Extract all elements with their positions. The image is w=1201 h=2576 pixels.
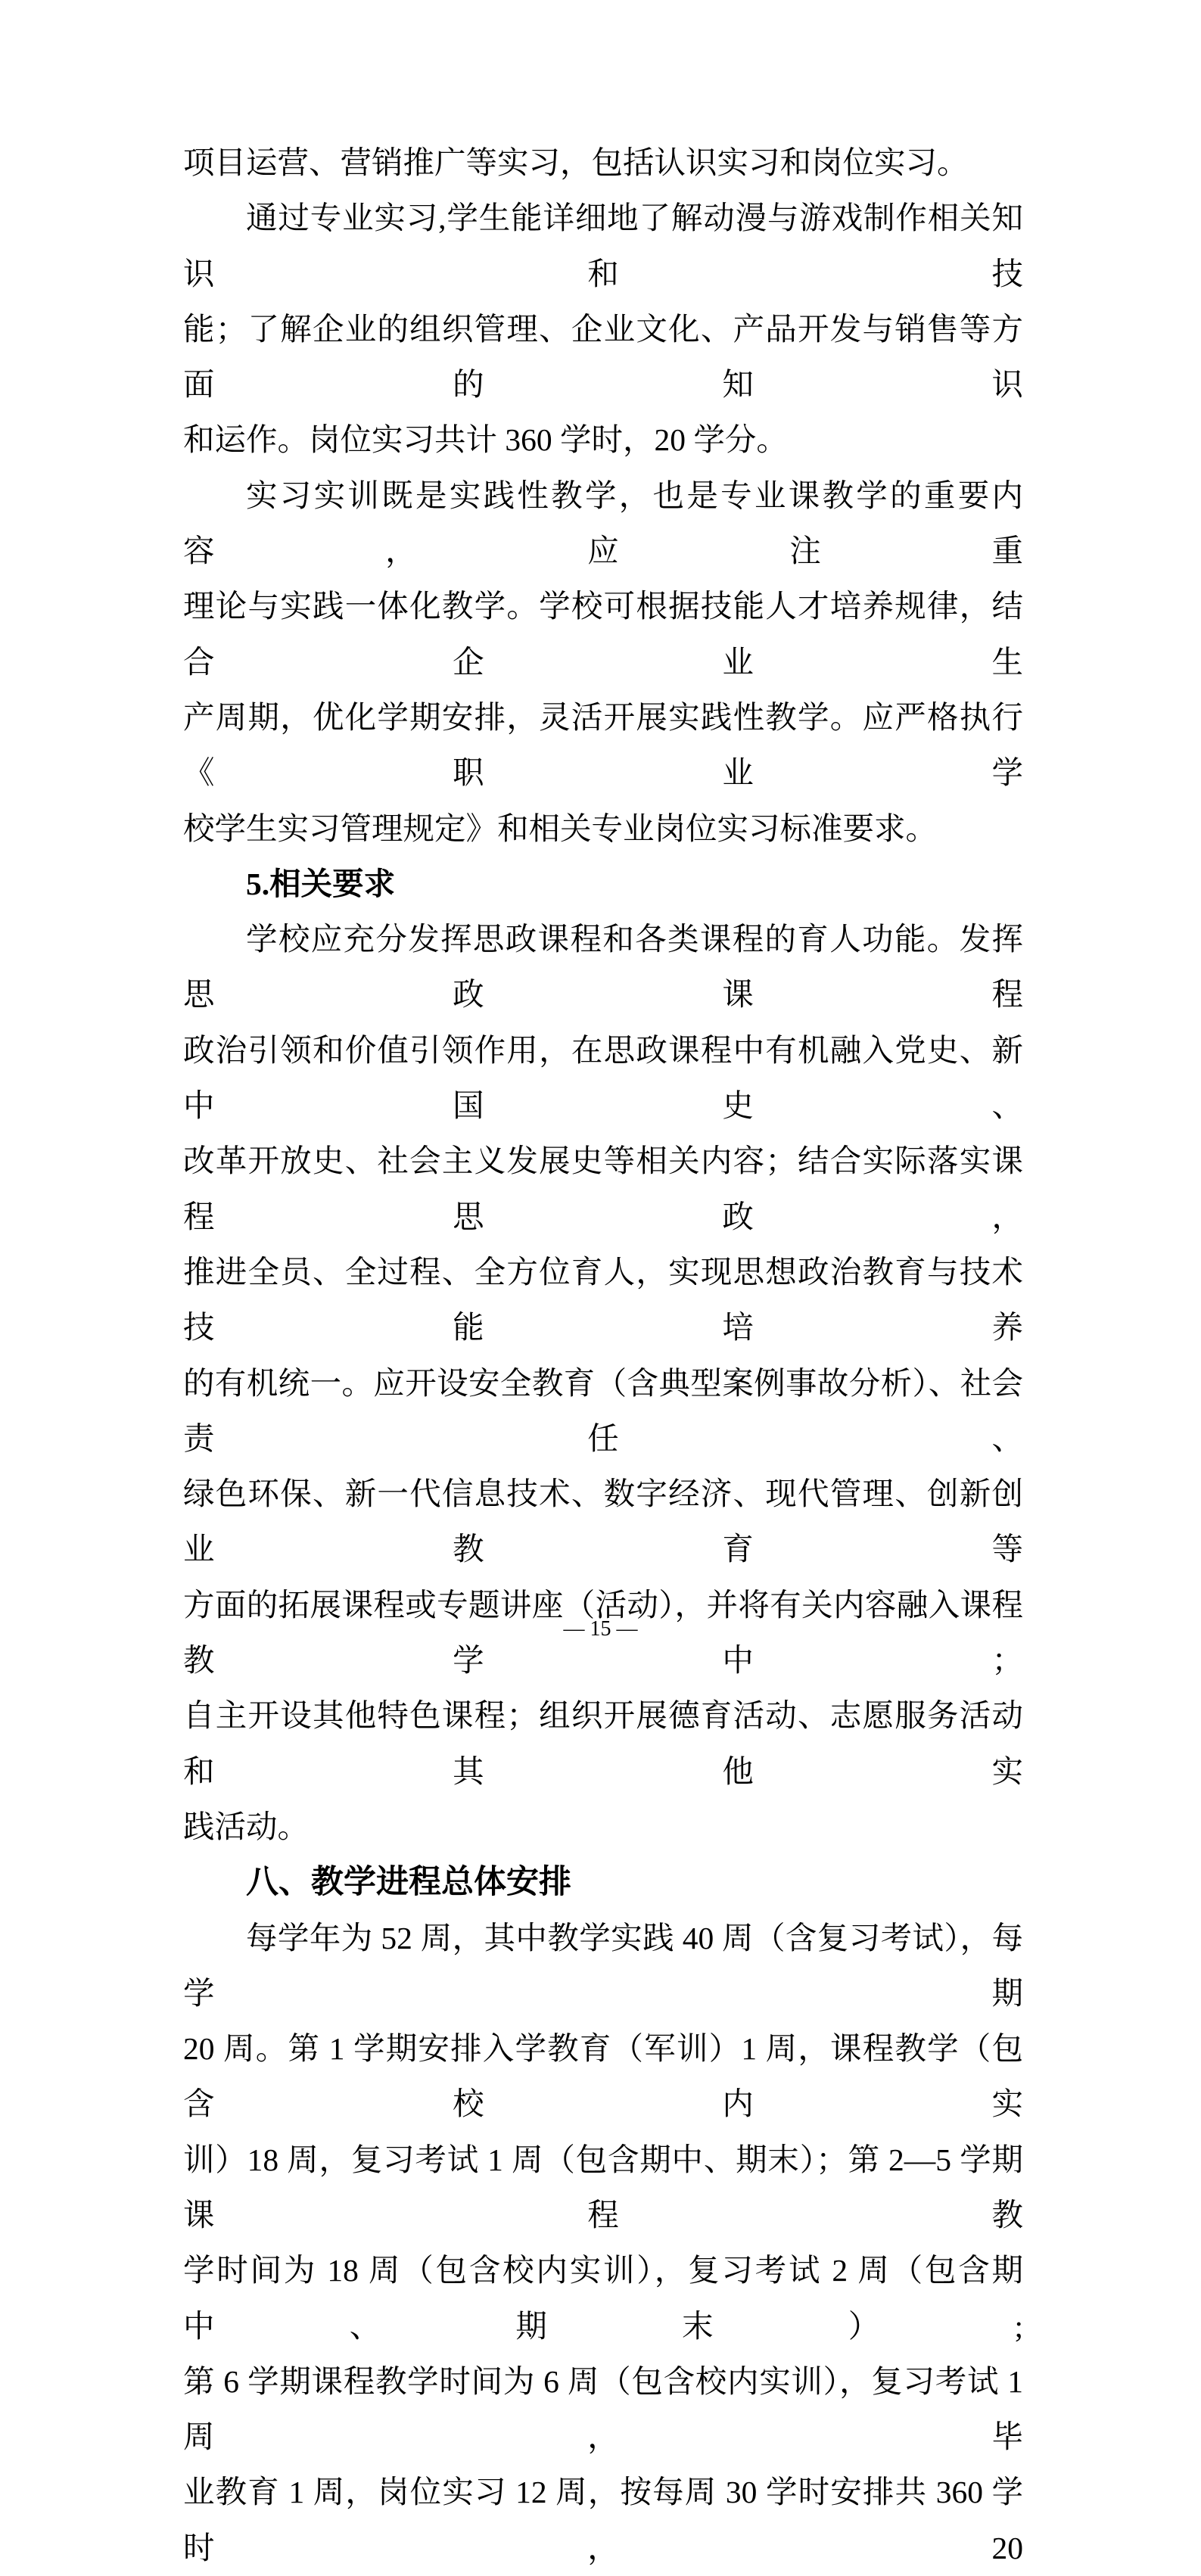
text-line: 自主开设其他特色课程；组织开展德育活动、志愿服务活动和其他实 — [183, 1698, 1023, 1789]
text-line: 能；了解企业的组织管理、企业文化、产品开发与销售等方面的知识 — [183, 311, 1023, 403]
text-line: 学校应充分发挥思政课程和各类课程的育人功能。发挥思政课程 — [183, 922, 1023, 1013]
page-body-text — [183, 135, 1023, 2576]
text-line: 改革开放史、社会主义发展史等相关内容；结合实际落实课程思政， — [183, 1143, 1023, 1234]
text-line: 绿色环保、新一代信息技术、数字经济、现代管理、创新创业教育等 — [183, 1476, 1023, 1567]
text-line: 业教育 1 周，岗位实习 12 周，按每周 30 学时安排共 360 学时，20 — [183, 2475, 1023, 2565]
section-heading-teaching-schedule: 八、教学进程总体安排 — [246, 1864, 571, 1901]
text-line: 每学年为 52 周，其中教学实践 40 周（含复习考试），每学期 — [183, 1920, 1023, 2011]
text-line: 实习实训既是实践性教学，也是专业课教学的重要内容，应注重 — [183, 478, 1023, 569]
text-line: 产周期，优化学期安排，灵活开展实践性教学。应严格执行《职业学 — [183, 699, 1023, 791]
text-line: 通过专业实习,学生能详细地了解动漫与游戏制作相关知识和技 — [183, 201, 1023, 291]
text-line: 政治引领和价值引领作用，在思政课程中有机融入党史、新中国史、 — [183, 1032, 1023, 1124]
subheading-related-requirements: 5.相关要求 — [246, 866, 396, 901]
text-line: 20 周。第 1 学期安排入学教育（军训）1 周，课程教学（包含校内实 — [183, 2031, 1023, 2122]
text-line: 训）18 周，复习考试 1 周（包含期中、期末）；第 2—5 学期课程教 — [183, 2142, 1023, 2232]
text-line: 校学生实习管理规定》和相关专业岗位实习标准要求。 — [183, 810, 938, 846]
text-line: 项目运营、营销推广等实习，包括认识实习和岗位实习。 — [183, 145, 969, 180]
text-line: 学时间为 18 周（包含校内实训），复习考试 2 周（包含期中、期末）; — [183, 2253, 1023, 2344]
text-line: 和运作。岗位实习共计 360 学时，20 学分。 — [183, 422, 788, 458]
text-line: 践活动。 — [183, 1809, 310, 1844]
page-number: — 15 — — [563, 1617, 638, 1641]
text-line: 第 6 学期课程教学时间为 6 周（包含校内实训），复习考试 1 周，毕 — [183, 2363, 1023, 2455]
text-line: 推进全员、全过程、全方位育人，实现思想政治教育与技术技能培养 — [183, 1254, 1023, 1346]
text-line: 的有机统一。应开设安全教育（含典型案例事故分析）、社会责任、 — [183, 1365, 1023, 1456]
text-line: 理论与实践一体化教学。学校可根据技能人才培养规律，结合企业生 — [183, 589, 1023, 680]
text-line: 方面的拓展课程或专题讲座（活动），并将有关内容融入课程教学中； — [183, 1587, 1023, 1678]
